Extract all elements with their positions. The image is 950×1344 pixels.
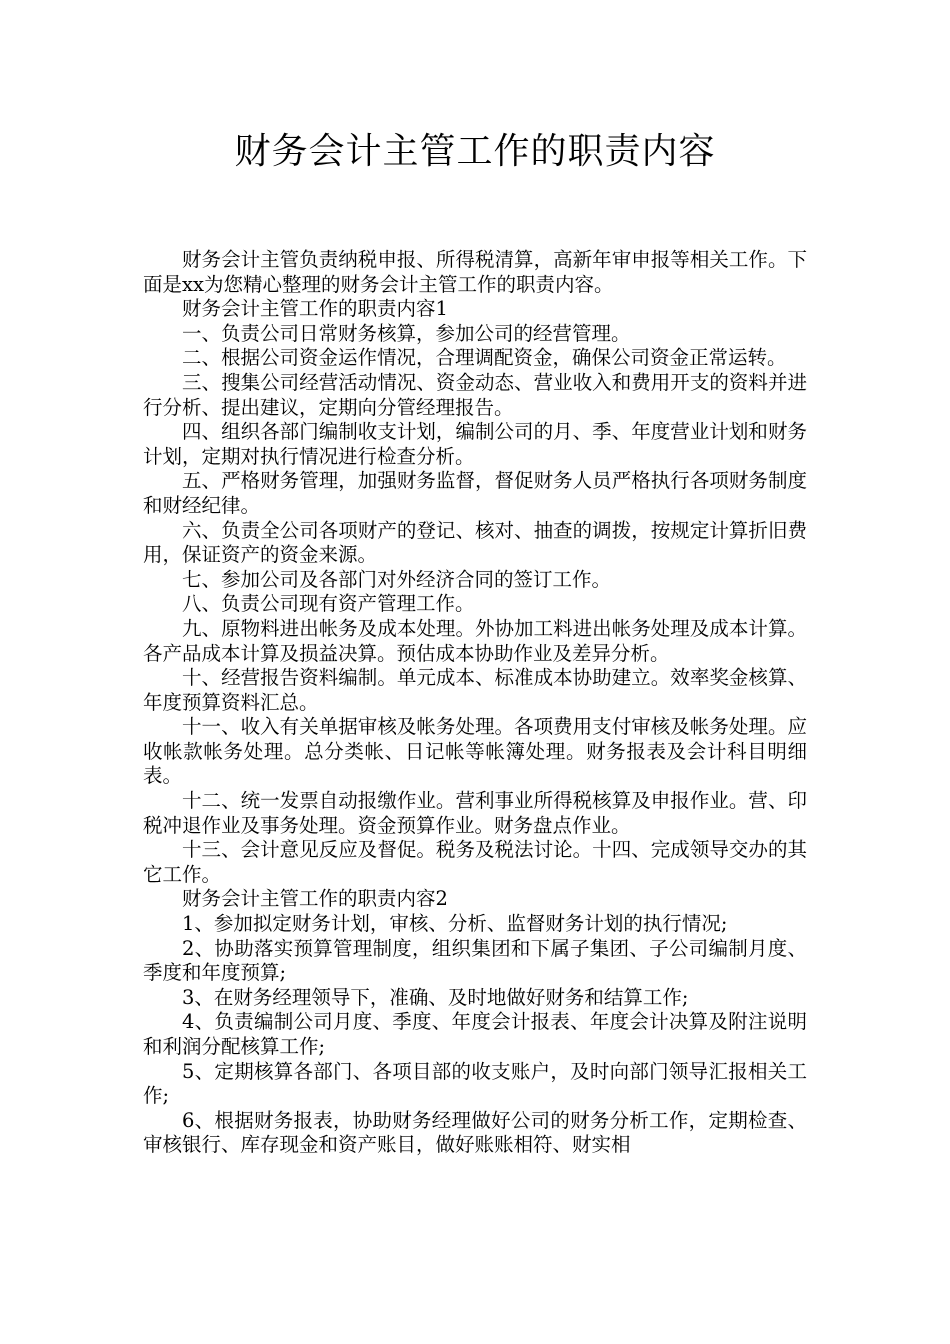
- paragraph: 三、搜集公司经营活动情况、资金动态、营业收入和费用开支的资料并进行分析、提出建议，定期向分管经理报告。: [143, 370, 807, 419]
- paragraph: 十三、会计意见反应及督促。税务及税法讨论。十四、完成领导交办的其它工作。: [143, 838, 807, 886]
- paragraph: 六、负责全公司各项财产的登记、核对、抽查的调拨，按规定计算折旧费用，保证资产的资金来源。: [143, 518, 807, 567]
- paragraph: 5、定期核算各部门、各项目部的收支账户，及时向部门领导汇报相关工作;: [143, 1059, 807, 1108]
- paragraph: 九、原物料进出帐务及成本处理。外协加工料进出帐务处理及成本计算。各产品成本计算及损益决算。预估成本协助作业及差异分析。: [143, 616, 807, 665]
- document-title: 财务会计主管工作的职责内容: [234, 131, 716, 172]
- paragraph: 3、在财务经理领导下，准确、及时地做好财务和结算工作;: [182, 985, 689, 1009]
- section-heading: 财务会计主管工作的职责内容2: [182, 887, 448, 911]
- paragraph: 1、参加拟定财务计划，审核、分析、监督财务计划的执行情况;: [182, 912, 728, 936]
- paragraph: 五、严格财务管理，加强财务监督，督促财务人员严格执行各项财务制度和财经纪律。: [143, 469, 807, 517]
- paragraph: 二、根据公司资金运作情况，合理调配资金，确保公司资金正常运转。: [182, 346, 787, 370]
- paragraph: 十二、统一发票自动报缴作业。营利事业所得税核算及申报作业。营、印税冲退作业及事务处理。资金预算作业。财务盘点作业。: [143, 789, 807, 837]
- paragraph: 一、负责公司日常财务核算，参加公司的经营管理。: [182, 321, 631, 345]
- document-body: [143, 248, 807, 1158]
- paragraph: 十一、收入有关单据审核及帐务处理。各项费用支付审核及帐务处理。应收帐款帐务处理。总分类帐、日记帐等帐簿处理。财务报表及会计科目明细表。: [143, 715, 807, 788]
- paragraph: 八、负责公司现有资产管理工作。: [182, 592, 475, 616]
- paragraph: 4、负责编制公司月度、季度、年度会计报表、年度会计决算及附注说明和利润分配核算工作;: [143, 1010, 807, 1058]
- paragraph: 6、根据财务报表，协助财务经理做好公司的财务分析工作，定期检查、审核银行、库存现金和资产账目，做好账账相符、财实相: [143, 1108, 807, 1157]
- paragraph: 四、组织各部门编制收支计划，编制公司的月、季、年度营业计划和财务计划，定期对执行情况进行检查分析。: [143, 420, 807, 468]
- paragraph: 2、协助落实预算管理制度，组织集团和下属子集团、子公司编制月度、季度和年度预算;: [143, 936, 807, 985]
- paragraph: 七、参加公司及各部门对外经济合同的签订工作。: [182, 567, 612, 591]
- paragraph: 财务会计主管负责纳税申报、所得税清算，高新年审申报等相关工作。下面是xx为您精心整理的财务会计主管工作的职责内容。: [143, 248, 807, 296]
- section-heading: 财务会计主管工作的职责内容1: [182, 297, 448, 321]
- paragraph: 十、经营报告资料编制。单元成本、标准成本协助建立。效率奖金核算、年度预算资料汇总。: [143, 666, 807, 714]
